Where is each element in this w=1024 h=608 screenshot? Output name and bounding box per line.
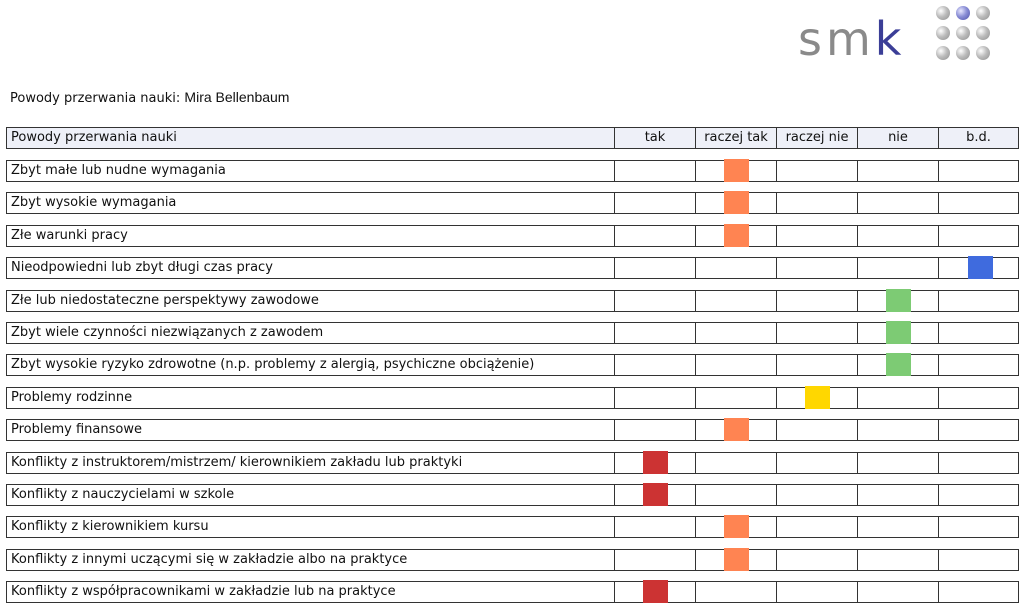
column-header-bd: b.d. xyxy=(966,130,991,145)
answer-cell xyxy=(777,193,858,213)
answer-cell xyxy=(858,226,939,246)
row-label: Nieodpowiedni lub zbyt długi czas pracy xyxy=(7,258,615,278)
answer-marker xyxy=(643,580,668,603)
answer-cell xyxy=(939,453,1018,473)
table-row xyxy=(6,354,1019,376)
answer-marker xyxy=(968,256,993,279)
table-row xyxy=(6,257,1019,279)
row-label: Problemy rodzinne xyxy=(7,388,615,408)
answer-cell xyxy=(696,550,777,570)
answer-cell xyxy=(939,323,1018,343)
answer-cell xyxy=(615,485,696,505)
row-label: Konflikty z innymi uczącymi się w zakładzie albo na praktyce xyxy=(7,550,615,570)
answer-cell xyxy=(777,388,858,408)
answer-marker xyxy=(724,548,749,571)
column-header-raczej-nie: raczej nie xyxy=(777,128,858,148)
answer-cell xyxy=(858,355,939,375)
answer-cell xyxy=(939,355,1018,375)
answer-cell xyxy=(615,291,696,311)
answer-cell xyxy=(858,161,939,181)
answer-cell xyxy=(939,161,1018,181)
row-label: Złe warunki pracy xyxy=(7,226,615,246)
answer-cell xyxy=(615,420,696,440)
table-row xyxy=(6,484,1019,506)
answer-marker xyxy=(724,224,749,247)
table-row xyxy=(6,225,1019,247)
answer-cell xyxy=(858,550,939,570)
row-label: Problemy finansowe xyxy=(7,420,615,440)
answer-cell xyxy=(615,517,696,537)
answer-cell xyxy=(615,453,696,473)
answer-marker xyxy=(724,191,749,214)
answer-cell xyxy=(858,582,939,602)
student-name: Mira Bellenbaum xyxy=(184,89,290,105)
answer-cell xyxy=(777,355,858,375)
table-row xyxy=(6,387,1019,409)
answer-cell xyxy=(939,420,1018,440)
answer-cell xyxy=(939,258,1018,278)
row-label: Konflikty z współpracownikami w zakładzie lub na praktyce xyxy=(7,582,615,602)
table-row xyxy=(6,192,1019,214)
answer-cell xyxy=(777,161,858,181)
answer-cell xyxy=(615,258,696,278)
answer-cell xyxy=(696,161,777,181)
row-label: Konflikty z nauczycielami w szkole xyxy=(7,485,615,505)
logo-text: smk xyxy=(798,12,906,66)
answer-marker xyxy=(643,483,668,506)
answer-cell xyxy=(939,550,1018,570)
table-row xyxy=(6,581,1019,603)
answer-marker xyxy=(886,321,911,344)
answer-cell xyxy=(696,388,777,408)
answer-cell xyxy=(696,291,777,311)
answer-cell xyxy=(777,420,858,440)
subtitle-label: Powody przerwania nauki: xyxy=(10,91,181,106)
answer-cell xyxy=(696,517,777,537)
table-row xyxy=(6,160,1019,182)
row-label: Zbyt wysokie wymagania xyxy=(7,193,615,213)
answer-cell xyxy=(696,193,777,213)
page-subtitle xyxy=(10,89,289,106)
answer-cell xyxy=(696,453,777,473)
answer-marker xyxy=(724,159,749,182)
answer-cell xyxy=(696,226,777,246)
answer-cell xyxy=(615,161,696,181)
row-label: Konflikty z kierownikiem kursu xyxy=(7,517,615,537)
answer-cell xyxy=(858,258,939,278)
answer-cell xyxy=(858,485,939,505)
answer-marker xyxy=(886,289,911,312)
answer-cell xyxy=(777,582,858,602)
column-header-raczej-tak: raczej tak xyxy=(696,128,777,148)
answer-cell xyxy=(858,517,939,537)
answer-cell xyxy=(777,453,858,473)
answer-cell xyxy=(777,485,858,505)
answer-cell xyxy=(777,323,858,343)
answer-cell xyxy=(858,193,939,213)
answer-cell xyxy=(696,485,777,505)
answer-cell xyxy=(939,226,1018,246)
table-header xyxy=(6,127,1019,149)
table-row xyxy=(6,290,1019,312)
answer-marker xyxy=(886,353,911,376)
answer-marker xyxy=(643,451,668,474)
table-row xyxy=(6,419,1019,441)
answer-cell xyxy=(858,420,939,440)
smk-logo xyxy=(796,6,1006,68)
row-label: Zbyt małe lub nudne wymagania xyxy=(7,161,615,181)
column-header-nie: nie xyxy=(858,128,939,148)
answer-cell xyxy=(696,258,777,278)
answer-cell xyxy=(939,388,1018,408)
answer-cell xyxy=(777,226,858,246)
column-header-tak: tak xyxy=(615,128,696,148)
answer-cell xyxy=(858,291,939,311)
answer-cell xyxy=(696,582,777,602)
answer-cell xyxy=(858,388,939,408)
answer-cell xyxy=(615,582,696,602)
answer-cell xyxy=(615,193,696,213)
table-row xyxy=(6,516,1019,538)
answer-cell xyxy=(939,517,1018,537)
row-label: Zbyt wiele czynności niezwiązanych z zawodem xyxy=(7,323,615,343)
answer-marker xyxy=(805,386,830,409)
header-label: Powody przerwania nauki xyxy=(7,128,615,148)
answer-cell xyxy=(615,323,696,343)
row-label: Konflikty z instruktorem/mistrzem/ kierownikiem zakładu lub praktyki xyxy=(7,453,615,473)
answer-cell xyxy=(615,226,696,246)
answer-cell xyxy=(777,517,858,537)
table-row xyxy=(6,549,1019,571)
answer-cell xyxy=(777,291,858,311)
row-label: Złe lub niedostateczne perspektywy zawodowe xyxy=(7,291,615,311)
logo-dots-icon xyxy=(936,6,998,64)
answer-cell xyxy=(858,323,939,343)
answer-cell xyxy=(858,453,939,473)
answer-marker xyxy=(724,515,749,538)
answer-cell xyxy=(696,420,777,440)
answer-cell xyxy=(777,550,858,570)
answer-cell xyxy=(939,193,1018,213)
answer-cell xyxy=(939,485,1018,505)
answer-cell xyxy=(615,355,696,375)
table-row xyxy=(6,452,1019,474)
answer-cell xyxy=(939,291,1018,311)
answer-cell xyxy=(615,388,696,408)
answer-cell xyxy=(696,355,777,375)
row-label: Zbyt wysokie ryzyko zdrowotne (n.p. problemy z alergią, psychiczne obciążenie) xyxy=(7,355,615,375)
answer-marker xyxy=(724,418,749,441)
answer-cell xyxy=(939,582,1018,602)
answer-cell xyxy=(777,258,858,278)
answer-cell xyxy=(696,323,777,343)
answer-cell xyxy=(615,550,696,570)
table-row xyxy=(6,322,1019,344)
